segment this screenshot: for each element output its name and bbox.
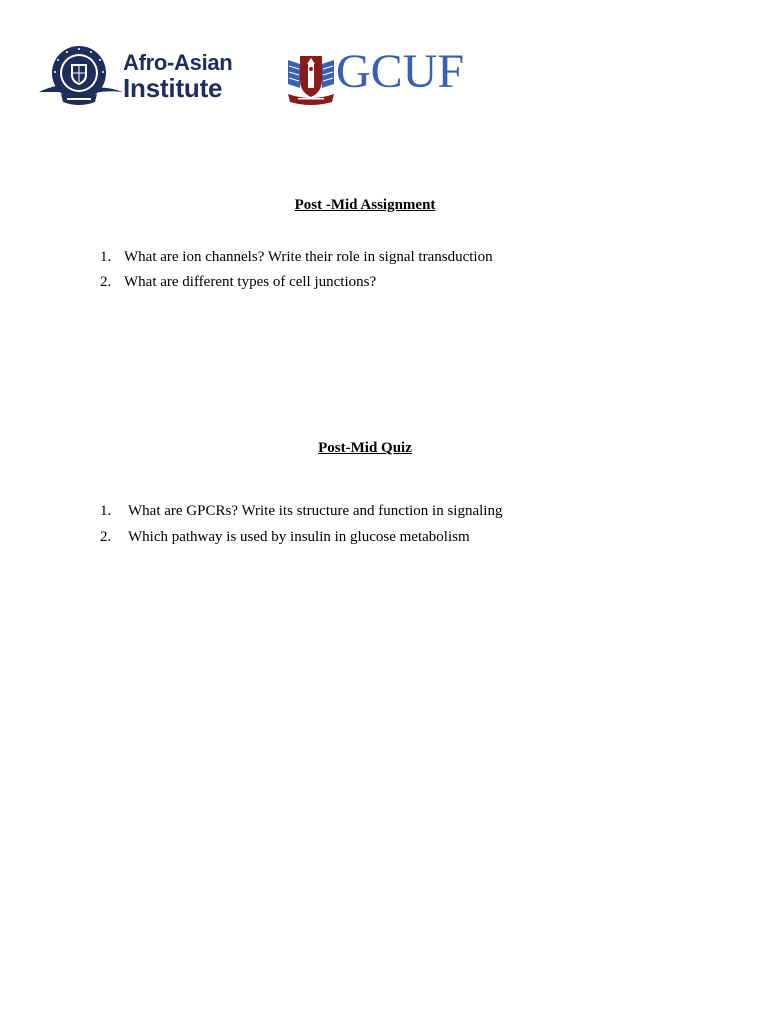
quiz-question-list: [100, 502, 502, 554]
question-text: What are ion channels? Write their role in signal transduction: [124, 249, 493, 265]
assignment-question: [100, 273, 493, 298]
quiz-question: [100, 502, 502, 528]
gcuf-logo: [286, 45, 486, 106]
question-text: What are GPCRs? Write its structure and function in signaling: [128, 503, 503, 519]
afro-asian-seal-icon: [37, 42, 127, 108]
question-number: 1.: [100, 249, 112, 265]
assignment-title: Post -Mid Assignment: [294, 197, 436, 213]
question-number: 1.: [100, 503, 112, 519]
afro-asian-institute-logo: [37, 42, 242, 108]
assignment-question: [100, 248, 493, 273]
assignment-question-list: [100, 248, 493, 298]
gcuf-crest-icon: [286, 50, 336, 106]
quiz-title: Post-Mid Quiz: [318, 440, 412, 456]
question-text: What are different types of cell junctions?: [124, 274, 377, 290]
question-number: 2.: [100, 529, 112, 545]
question-number: 2.: [100, 274, 112, 290]
institute-name: Institute: [123, 73, 223, 103]
afro-asian-wordmark: [123, 52, 232, 101]
afro-asian-name: Afro-Asian: [123, 50, 233, 75]
question-text: Which pathway is used by insulin in glucose metabolism: [128, 529, 470, 545]
gcuf-wordmark: GCUF: [336, 45, 465, 98]
quiz-question: [100, 528, 502, 554]
